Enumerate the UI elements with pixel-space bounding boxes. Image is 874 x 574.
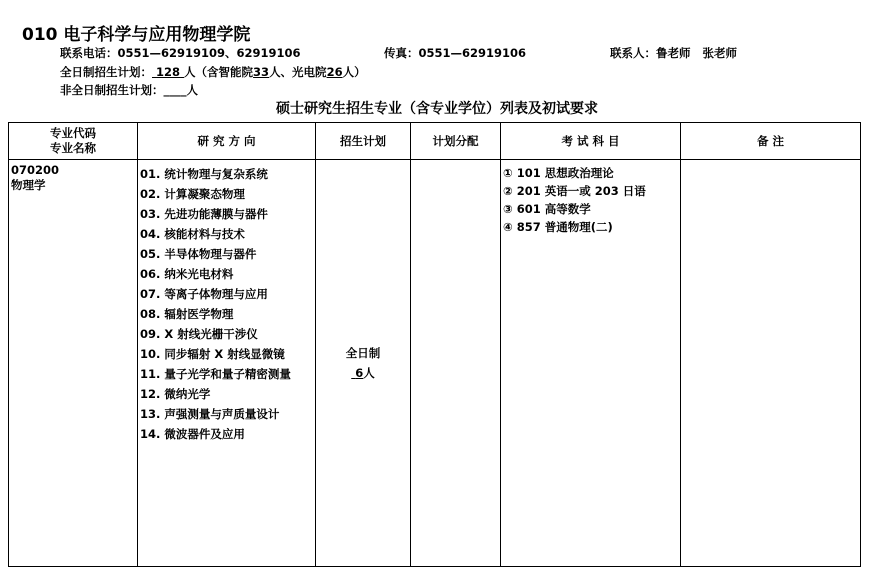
fulltime-sub1: 33 <box>253 65 270 79</box>
list-item: 06. 纳米光电材料 <box>140 267 234 281</box>
header-name: 专业名称 <box>50 141 96 155</box>
fax-line <box>384 45 526 61</box>
list-item: 13. 声强测量与声质量设计 <box>140 407 280 421</box>
fulltime-count: 128 <box>156 65 181 79</box>
fulltime-mid1: 人（含智能院 <box>184 65 254 79</box>
program-cell <box>9 160 138 567</box>
phone-value: 0551—62919109、62919106 <box>117 46 301 60</box>
header-plan: 招生计划 <box>316 123 411 160</box>
list-item: 04. 核能材料与技术 <box>140 227 245 241</box>
plan-count: 6 <box>355 366 364 380</box>
contact-person-line <box>610 45 737 61</box>
subject-list <box>501 160 680 240</box>
header-exam: 考 试 科 目 <box>501 123 681 160</box>
allocation-cell <box>411 160 501 567</box>
header-code-name <box>9 123 138 160</box>
plan-type: 全日制 <box>345 346 381 360</box>
table-title: 硕士研究生招生专业（含专业学位）列表及初试要求 <box>276 101 598 117</box>
list-item: 10. 同步辐射 X 射线显微镜 <box>140 347 285 361</box>
list-item: 03. 先进功能薄膜与器件 <box>140 207 268 221</box>
list-item: 08. 辐射医学物理 <box>140 307 234 321</box>
list-item: 09. X 射线光栅干涉仪 <box>140 327 258 341</box>
fulltime-prefix: 全日制招生计划： <box>60 65 152 79</box>
list-item: 01. 统计物理与复杂系统 <box>140 167 268 181</box>
header-direction: 研 究 方 向 <box>138 123 316 160</box>
table-header-row <box>9 123 861 160</box>
contact-line <box>60 45 301 61</box>
fax-label: 传真： <box>384 46 419 60</box>
list-item: 14. 微波器件及应用 <box>140 427 245 441</box>
college-title: 010 电子科学与应用物理学院 <box>22 25 251 45</box>
program-name: 物理学 <box>11 178 46 192</box>
header-code: 专业代码 <box>50 126 96 140</box>
fulltime-sub2: 26 <box>326 65 343 79</box>
parttime-plan-line <box>60 82 198 98</box>
plan-unit: 人 <box>363 366 375 380</box>
list-item: ① 101 思想政治理论 <box>503 166 614 180</box>
contact-value: 鲁老师 张老师 <box>656 46 738 60</box>
direction-cell <box>138 160 316 567</box>
contact-label: 联系人： <box>610 46 656 60</box>
exam-cell <box>501 160 681 567</box>
list-item: 02. 计算凝聚态物理 <box>140 187 245 201</box>
fulltime-mid2: 人、光电院 <box>269 65 327 79</box>
list-item: 05. 半导体物理与器件 <box>140 247 257 261</box>
program-code: 070200 <box>11 163 60 177</box>
fax-value: 0551—62919106 <box>418 46 527 60</box>
plan-cell <box>316 160 411 567</box>
remarks-cell <box>681 160 861 567</box>
list-item: ② 201 英语一或 203 日语 <box>503 184 646 198</box>
phone-label: 联系电话： <box>60 46 118 60</box>
list-item: ④ 857 普通物理(二) <box>503 220 613 234</box>
header-remarks: 备 注 <box>681 123 861 160</box>
list-item: ③ 601 高等数学 <box>503 202 591 216</box>
list-item: 12. 微纳光学 <box>140 387 211 401</box>
program-table <box>8 122 861 567</box>
parttime-blank: ____ <box>163 83 187 97</box>
list-item: 07. 等离子体物理与应用 <box>140 287 268 301</box>
fulltime-suffix: 人） <box>342 65 366 79</box>
direction-list <box>138 160 315 448</box>
list-item: 11. 量子光学和量子精密测量 <box>140 367 291 381</box>
parttime-suffix: 人 <box>186 83 198 97</box>
fulltime-plan-line <box>60 64 366 80</box>
plan-quantity <box>316 363 410 383</box>
header-allocation: 计划分配 <box>411 123 501 160</box>
parttime-prefix: 非全日制招生计划： <box>60 83 164 97</box>
table-row <box>9 160 861 567</box>
